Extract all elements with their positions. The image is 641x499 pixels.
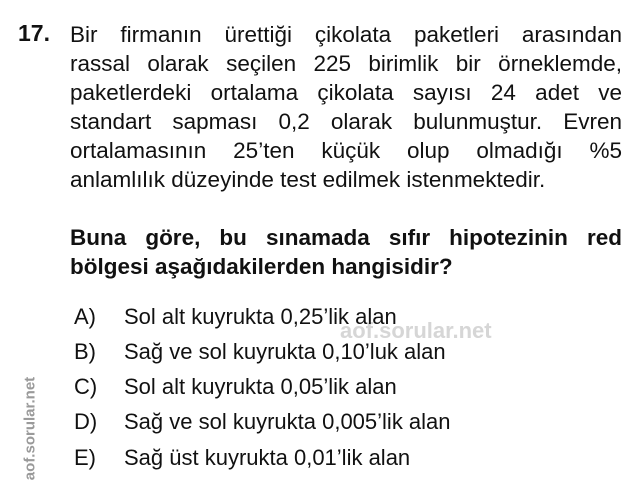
question-body-line: anlamlılık düzeyinde test edilmek istenmektedir. — [70, 167, 546, 192]
question-body-line: ortalamasının 25’ten küçük olup olmadığı %5 — [70, 138, 622, 163]
option-text: Sağ ve sol kuyrukta 0,10’luk alan — [124, 339, 446, 364]
question-prompt-line: Buna göre, bu sınamada sıfır hipotezinin red — [70, 225, 622, 250]
option-text: Sol alt kuyrukta 0,05’lik alan — [124, 374, 397, 399]
option-letter: E) — [74, 445, 96, 470]
question-body-line: Bir firmanın ürettiği çikolata paketleri arasından — [70, 22, 622, 47]
question-prompt-line: bölgesi aşağıdakilerden hangisidir? — [70, 254, 453, 279]
side-watermark: aof.sorular.net — [21, 376, 39, 481]
question-body-line: standart sapması 0,2 olarak bulunmuştur. Evren — [70, 109, 622, 134]
question-body-line: rassal olarak seçilen 225 birimlik bir örneklemde, — [70, 51, 622, 76]
option-letter: A) — [74, 304, 96, 329]
option-b[interactable] — [74, 339, 446, 365]
option-a[interactable] — [74, 304, 397, 330]
option-letter: C) — [74, 374, 98, 399]
option-text: Sağ ve sol kuyrukta 0,005’lik alan — [124, 409, 451, 434]
option-d[interactable] — [74, 409, 451, 435]
option-letter: B) — [74, 339, 96, 364]
option-letter: D) — [74, 409, 98, 434]
question-number: 17. — [18, 20, 50, 46]
option-text: Sol alt kuyrukta 0,25’lik alan — [124, 304, 397, 329]
watermark: aof.sorular.net — [340, 318, 492, 343]
question-body-line: paketlerdeki ortalama çikolata sayısı 24 adet ve — [70, 80, 622, 105]
option-e[interactable] — [74, 445, 410, 471]
option-text: Sağ üst kuyrukta 0,01’lik alan — [124, 445, 411, 470]
option-c[interactable] — [74, 374, 397, 400]
